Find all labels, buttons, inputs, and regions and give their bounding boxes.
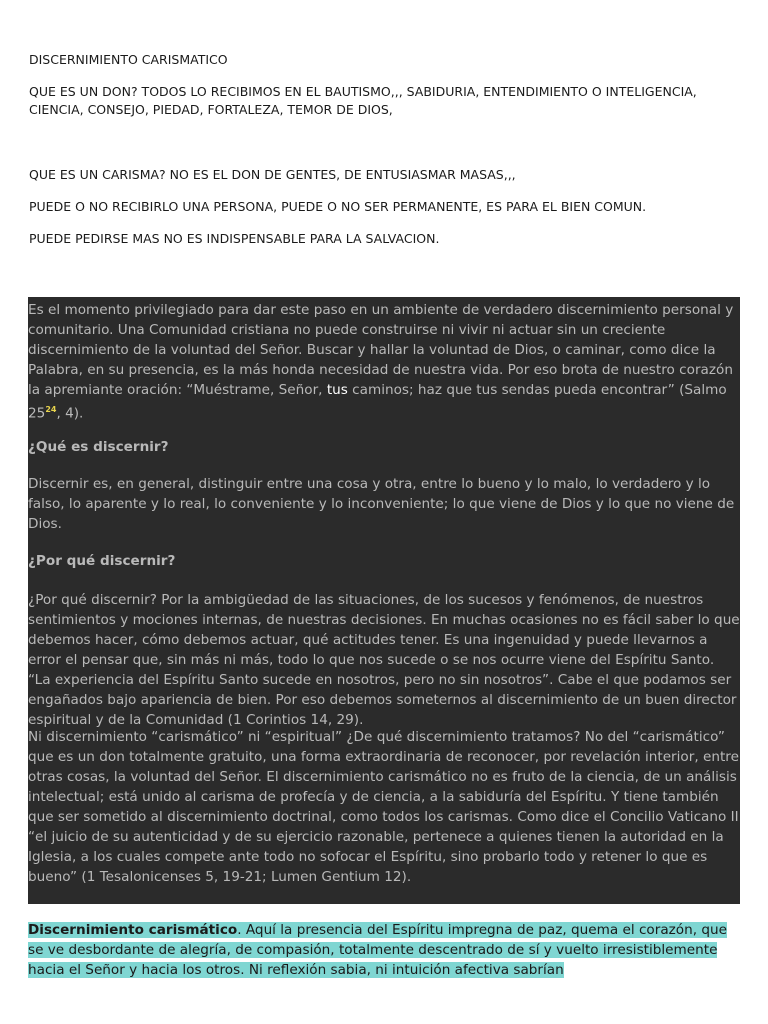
heading-que-es-discernir: ¿Qué es discernir? (28, 439, 169, 455)
paragraph-que-es-discernir: Discernir es, en general, distinguir entre una cosa y otra, entre lo bueno y lo malo, lo verdadero y lo falso, lo aparente y lo real, lo conveniente y lo inconveniente; lo que viene de Dios y lo que no viene de Dios. (28, 476, 735, 532)
intro-text-tus: tus (326, 382, 348, 398)
intro-paragraph (28, 300, 740, 424)
highlighted-paragraph (28, 920, 740, 980)
puede-line: PUEDE O NO RECIBIRLO UNA PERSONA, PUEDE O NO SER PERMANENTE, ES PARA EL BIEN COMUN. (29, 199, 647, 214)
don-line: QUE ES UN DON? TODOS LO RECIBIMOS EN EL BAUTISMO,,, SABIDURIA, ENTENDIMIENTO O INTELIGENCIA, CIENCIA, CONSEJO, PIEDAD, FORTALEZA, TEMOR DE DIOS, (29, 84, 697, 117)
heading-por-que-discernir: ¿Por qué discernir? (28, 553, 176, 569)
highlight-bold-term: Discernimiento carismático (28, 922, 238, 938)
highlight-text: . Aquí la presencia del Espíritu impregna de paz, quema el corazón, que se ve desbordante de alegría, de compasión, totalmente descentrado de sí y vuelto irresistiblemente hacia el Señor y hacia los otros. Ni reflexión sabia, ni intuición afectiva sabrían (28, 922, 727, 978)
pedirse-line: PUEDE PEDIRSE MAS NO ES INDISPENSABLE PARA LA SALVACION. (29, 231, 440, 246)
paragraph-ni-discernimiento: Ni discernimiento “carismático” ni “espiritual” ¿De qué discernimiento tratamos? No del “carismático” que es un don totalmente gratuito, una forma extraordinaria de reconocer, por revelación interior, entre otras cosas, la voluntad del Señor. El discernimiento carismático no es fruto de la ciencia, de un análisis intelectual; está unido al carisma de profecía y de ciencia, a la sabiduría del Espíritu. Y tiene también que ser sometido al discernimiento doctrinal, como todos los carismas. Como dice el Concilio Vaticano II “el juicio de su autenticidad y de su ejercicio razonable, pertenece a quienes tienen la autoridad en la Iglesia, a los cuales compete ante todo no sofocar el Espíritu, sino probarlo todo y retener lo que es bueno” (1 Tesalonicenses 5, 19-21; Lumen Gentium 12). (28, 729, 739, 885)
carisma-line: QUE ES UN CARISMA? NO ES EL DON DE GENTES, DE ENTUSIASMAR MASAS,,, (29, 167, 516, 182)
intro-text-b: caminos; haz que tus sendas pueda encontrar” (Salmo 25 (28, 382, 727, 422)
paragraph-por-que-discernir: ¿Por qué discernir? Por la ambigüedad de las situaciones, de los sucesos y fenómenos, de nuestros sentimientos y mociones internas, de nuestras decisiones. En muchas ocasiones no es fácil saber lo que debemos hacer, cómo debemos actuar, qué actitudes tener. Es una ingenuidad y puede llevarnos a error el pensar que, sin más ni más, todo lo que nos sucede o se nos ocurre viene del Espíritu Santo. “La experiencia del Espíritu Santo sucede en nosotros, pero no sin nosotros”. Cabe el que podamos ser engañados bajo apariencia de bien. Por eso debemos someternos al discernimiento de un buen director espiritual y de la Comunidad (1 Corintios 14, 29). (28, 592, 740, 728)
intro-text-a: Es el momento privilegiado para dar este paso en un ambiente de verdadero discernimiento personal y comunitario. Una Comunidad cristiana no puede construirse ni vivir ni actuar sin un creciente discernimiento de la voluntad del Señor. Buscar y hallar la voluntad de Dios, o caminar, como dice la Palabra, en su presencia, es la más honda necesidad de nuestra vida. Por eso brota de nuestro corazón la apremiante oración: “Muéstrame, Señor, (28, 302, 734, 398)
intro-text-c: , 4). (56, 405, 84, 422)
article-excerpt (28, 297, 740, 904)
document-title: DISCERNIMIENTO CARISMATICO (29, 52, 228, 67)
verse-superscript: 24 (45, 405, 57, 414)
